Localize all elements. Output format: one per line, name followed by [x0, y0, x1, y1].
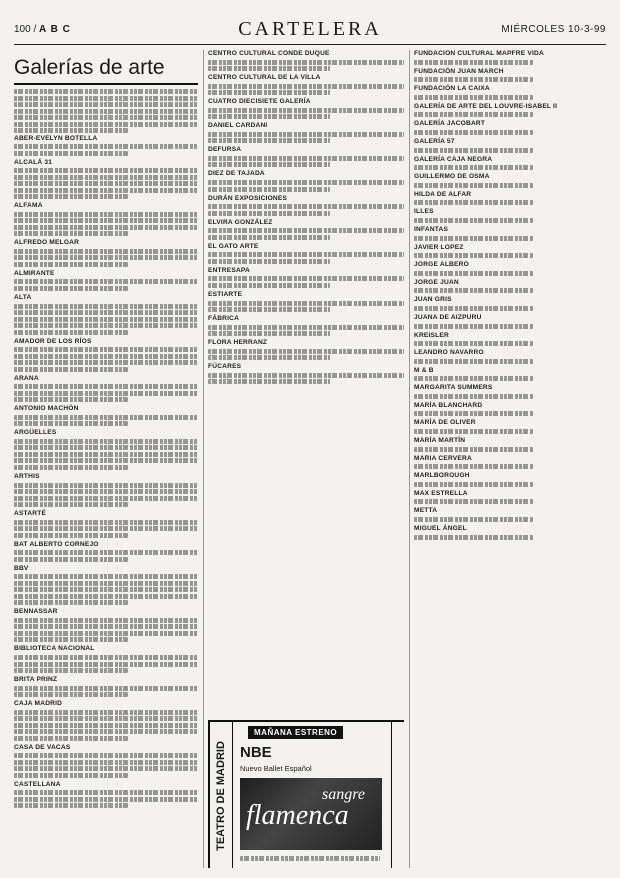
- gallery-name: ALCALÁ 31: [14, 158, 53, 166]
- ad-right-strip: [391, 722, 404, 868]
- gallery-listing: [414, 490, 606, 505]
- gallery-listing: [14, 338, 198, 372]
- gallery-name: JORGE ALBERO: [414, 261, 469, 269]
- gallery-name: HILDA DE ALFAR: [414, 190, 472, 198]
- gallery-listing: [14, 565, 198, 606]
- gallery-name: CASA DE VACAS: [14, 743, 71, 751]
- gallery-name: FUNDACIÓN CULTURAL MAPFRE VIDA: [414, 50, 544, 57]
- gallery-listing: [414, 349, 606, 364]
- gallery-listing: [14, 510, 198, 538]
- gallery-listing: [208, 98, 404, 119]
- gallery-listing: [414, 103, 606, 118]
- gallery-name: MAX ESTRELLA: [414, 489, 468, 497]
- gallery-name: ELVIRA GONZÁLEZ: [208, 218, 273, 226]
- gallery-name: MARÍA BLANCHARD: [414, 401, 483, 409]
- gallery-listing: [14, 270, 198, 291]
- gallery-listing: [414, 402, 606, 417]
- gallery-listing: [414, 437, 606, 452]
- gallery-name: MARGARITA SUMMERS: [414, 384, 493, 392]
- gallery-name: MIGUEL ÁNGEL: [414, 525, 467, 533]
- gallery-listing: [14, 239, 198, 267]
- column-3: [414, 50, 606, 868]
- gallery-name: FÁBRICA: [208, 315, 240, 323]
- gallery-listing: [414, 279, 606, 294]
- gallery-listing: [14, 429, 198, 470]
- column-3-list: [414, 50, 606, 540]
- gallery-name: GALERÍA CAJA NEGRA: [414, 155, 493, 163]
- gallery-listing: [208, 315, 404, 336]
- gallery-name: DANIEL CARDANI: [208, 122, 268, 130]
- ad-show-word2: flamenca: [246, 800, 349, 831]
- issue-date: MIÉRCOLES 10-3-99: [501, 24, 606, 35]
- gallery-listing: [14, 645, 198, 673]
- listing-columns: [14, 50, 606, 868]
- column-2: [208, 50, 404, 868]
- gallery-name: JUANA DE AIZPURU: [414, 313, 482, 321]
- gallery-name: ABER-EVELYN BOTELLA: [14, 134, 98, 142]
- gallery-listing: [14, 202, 198, 236]
- column-1: [14, 50, 198, 868]
- section-header: CARTELERA: [238, 18, 382, 40]
- gallery-name: BENNASSAR: [14, 608, 58, 616]
- gallery-name: ALTA: [14, 293, 32, 301]
- gallery-name: JUAN GRIS: [414, 296, 452, 304]
- section-title: Galerías de arte: [14, 56, 198, 85]
- gallery-listing: [14, 375, 198, 403]
- gallery-name: GUILLERMO DE OSMA: [414, 173, 490, 181]
- gallery-name: GALERÍA DE ARTE DEL LOUVRE-ISABEL II: [414, 102, 558, 110]
- gallery-listing: [414, 384, 606, 399]
- gallery-name: BIBLIOTECA NACIONAL: [14, 645, 95, 653]
- gallery-listing: [414, 85, 606, 100]
- ad-footer: [240, 854, 380, 862]
- gallery-listing: [208, 267, 404, 288]
- gallery-name: ARTHIS: [14, 472, 40, 480]
- gallery-listing: [414, 191, 606, 206]
- column-2-list: [208, 50, 404, 384]
- gallery-name: METTA: [414, 507, 438, 515]
- ad-company-sub: Nuevo Ballet Español: [240, 764, 312, 773]
- gallery-listing: [208, 195, 404, 216]
- gallery-name: FUNDACIÓN LA CAIXA: [414, 85, 490, 93]
- gallery-name: KREISLER: [414, 331, 449, 339]
- gallery-listing: [14, 744, 198, 778]
- gallery-listing: [208, 243, 404, 264]
- ad-company: NBE: [240, 744, 272, 761]
- gallery-listing: [14, 294, 198, 335]
- gallery-name: ALFREDO MELGAR: [14, 239, 80, 247]
- gallery-listing: [208, 291, 404, 312]
- gallery-listing: [14, 608, 198, 642]
- header-rule: [14, 44, 606, 45]
- paper-name: A B C: [39, 24, 71, 35]
- column-1-list: [14, 135, 198, 809]
- gallery-listing: [414, 68, 606, 83]
- gallery-listing: [208, 363, 404, 384]
- gallery-listing: [414, 261, 606, 276]
- gallery-name: EL GATO ARTE: [208, 242, 259, 250]
- gallery-name: ASTARTÉ: [14, 510, 47, 518]
- gallery-listing: [208, 219, 404, 240]
- gallery-name: ARGÜELLES: [14, 429, 57, 437]
- gallery-name: DEFURSA: [208, 146, 242, 154]
- gallery-listing: [14, 135, 198, 156]
- gallery-listing: [414, 525, 606, 540]
- ad-show-word1: sangre: [322, 786, 365, 803]
- gallery-name: DURÁN EXPOSICIONES: [208, 194, 288, 202]
- gallery-name: CASTELLANA: [14, 780, 61, 788]
- gallery-listing: [14, 781, 198, 809]
- gallery-name: MARIA CERVERA: [414, 454, 472, 462]
- gallery-listing: [14, 473, 198, 507]
- gallery-listing: [14, 159, 198, 200]
- gallery-listing: [14, 541, 198, 562]
- gallery-name: ALFAMA: [14, 202, 43, 210]
- gallery-name: ALMIRANTE: [14, 269, 55, 277]
- gallery-name: ESTIARTE: [208, 290, 243, 298]
- gallery-listing: [414, 332, 606, 347]
- gallery-name: BAT ALBERTO CORNEJO: [14, 540, 99, 548]
- gallery-listing: [414, 120, 606, 135]
- gallery-name: ILLES: [414, 208, 434, 216]
- gallery-listing: [208, 50, 404, 71]
- ad-venue: TEATRO DE MADRID: [215, 741, 227, 851]
- gallery-name: CENTRO CULTURAL CONDE DUQUE: [208, 50, 330, 57]
- gallery-listing: [414, 419, 606, 434]
- intro-text: [14, 89, 198, 133]
- gallery-name: JORGE JUAN: [414, 278, 459, 286]
- ad-venue-strip: [210, 722, 233, 868]
- page-number: 100 / A B C: [14, 24, 71, 35]
- gallery-name: ARANA: [14, 374, 39, 382]
- gallery-listing: [208, 146, 404, 167]
- gallery-name: BBV: [14, 564, 29, 572]
- gallery-listing: [414, 208, 606, 223]
- gallery-listing: [14, 405, 198, 426]
- column-divider: [409, 50, 410, 868]
- theatre-advertisement: [208, 720, 404, 868]
- gallery-name: CUATRO DIECISIETE GALERÍA: [208, 98, 311, 106]
- gallery-listing: [414, 173, 606, 188]
- gallery-name: MARLBOROUGH: [414, 472, 470, 480]
- gallery-name: AMADOR DE LOS RÍOS: [14, 337, 92, 345]
- gallery-listing: [208, 122, 404, 143]
- gallery-listing: [414, 226, 606, 241]
- page-number-value: 100: [14, 24, 31, 35]
- gallery-name: MARÍA DE OLIVER: [414, 419, 476, 427]
- gallery-name: CAJA MADRID: [14, 700, 63, 708]
- gallery-name: BRITA PRINZ: [14, 676, 58, 683]
- gallery-listing: [414, 296, 606, 311]
- gallery-listing: [414, 314, 606, 329]
- gallery-listing: [414, 244, 606, 259]
- gallery-listing: [414, 138, 606, 153]
- gallery-name: LEANDRO NAVARRO: [414, 349, 484, 357]
- gallery-listing: [414, 472, 606, 487]
- gallery-name: ANTONIO MACHÓN: [14, 405, 79, 413]
- page-header: [14, 18, 606, 40]
- gallery-listing: [414, 156, 606, 171]
- gallery-name: GALERÍA JACOBART: [414, 120, 486, 128]
- gallery-listing: [208, 74, 404, 95]
- gallery-name: FUNDACIÓN JUAN MARCH: [414, 67, 504, 75]
- gallery-name: ENTRESAPA: [208, 266, 250, 274]
- gallery-name: MARÍA MARTÍN: [414, 437, 466, 445]
- gallery-listing: [14, 700, 198, 741]
- gallery-listing: [14, 676, 198, 697]
- gallery-name: FLORA HERRANZ: [208, 339, 268, 347]
- gallery-name: GALERÍA 57: [414, 137, 455, 145]
- gallery-name: JAVIER LOPEZ: [414, 243, 464, 251]
- gallery-name: FÚCARES: [208, 363, 242, 371]
- column-divider: [203, 50, 204, 868]
- gallery-listing: [414, 455, 606, 470]
- gallery-name: DIEZ DE TAJADA: [208, 170, 265, 178]
- gallery-name: CENTRO CULTURAL DE LA VILLA: [208, 74, 321, 82]
- gallery-name: INFANTAS: [414, 225, 449, 233]
- gallery-listing: [208, 170, 404, 191]
- gallery-name: M & B: [414, 366, 434, 374]
- gallery-listing: [414, 507, 606, 522]
- ad-banner: MAÑANA ESTRENO: [248, 726, 343, 739]
- gallery-listing: [208, 339, 404, 360]
- gallery-listing: [414, 367, 606, 382]
- gallery-listing: [414, 50, 606, 65]
